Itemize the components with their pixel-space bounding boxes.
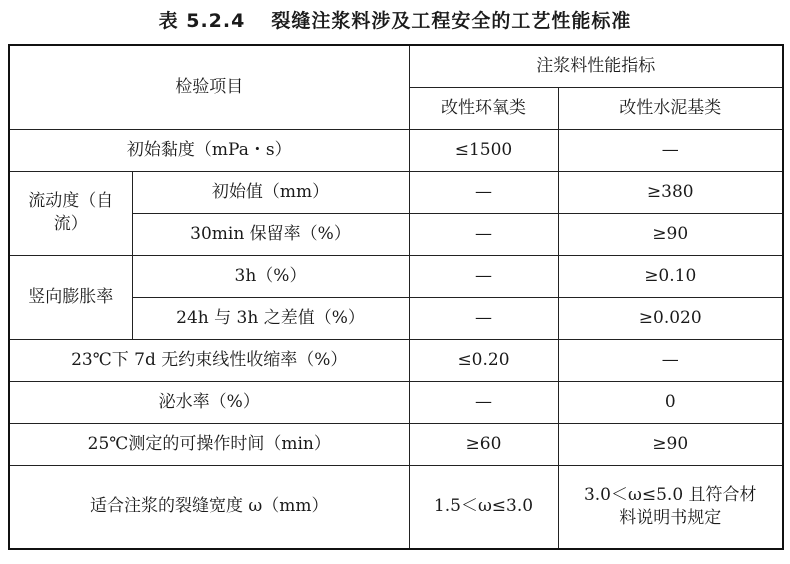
cell-bleeding-cement: 0 (558, 381, 783, 423)
header-test-item: 检验项目 (9, 45, 409, 129)
header-cement: 改性水泥基类 (558, 87, 783, 129)
cell-operable-time-epoxy: ≥60 (409, 423, 558, 465)
table-row (9, 423, 783, 465)
row-label-shrinkage: 23℃下 7d 无约束线性收缩率（%） (9, 339, 409, 381)
cell-expansion-24h-cement: ≥0.020 (558, 297, 783, 339)
row-label-operable-time: 25℃测定的可操作时间（min） (9, 423, 409, 465)
row-label-flow-initial: 初始值（mm） (132, 171, 409, 213)
cell-crack-width-cement: 3.0＜ω≤5.0 且符合材料说明书规定 (558, 465, 783, 549)
table-title (0, 6, 790, 33)
row-label-viscosity: 初始黏度（mPa・s） (9, 129, 409, 171)
performance-standard-table (8, 44, 784, 550)
header-indicator-group: 注浆料性能指标 (409, 45, 783, 87)
table-row (9, 171, 783, 213)
cell-flow-initial-epoxy: — (409, 171, 558, 213)
group-label-expansion: 竖向膨胀率 (9, 255, 132, 339)
row-label-expansion-24h: 24h 与 3h 之差值（%） (132, 297, 409, 339)
cell-expansion-24h-epoxy: — (409, 297, 558, 339)
cell-shrinkage-epoxy: ≤0.20 (409, 339, 558, 381)
table-row (9, 255, 783, 297)
cell-expansion-3h-epoxy: — (409, 255, 558, 297)
row-label-expansion-3h: 3h（%） (132, 255, 409, 297)
table-number: 表 5.2.4 (158, 10, 246, 32)
table-row (9, 129, 783, 171)
table-caption: 裂缝注浆料涉及工程安全的工艺性能标准 (271, 10, 632, 32)
group-label-flow: 流动度（自流） (9, 171, 132, 255)
cell-bleeding-epoxy: — (409, 381, 558, 423)
table-row (9, 339, 783, 381)
table-row (9, 381, 783, 423)
cell-flow-initial-cement: ≥380 (558, 171, 783, 213)
cell-viscosity-cement: — (558, 129, 783, 171)
cell-crack-width-epoxy: 1.5＜ω≤3.0 (409, 465, 558, 549)
cell-flow-retention-epoxy: — (409, 213, 558, 255)
cell-expansion-3h-cement: ≥0.10 (558, 255, 783, 297)
row-label-crack-width: 适合注浆的裂缝宽度 ω（mm） (9, 465, 409, 549)
cell-shrinkage-cement: — (558, 339, 783, 381)
table-row (9, 465, 783, 549)
header-epoxy: 改性环氧类 (409, 87, 558, 129)
row-label-flow-retention: 30min 保留率（%） (132, 213, 409, 255)
header-row-1 (9, 45, 783, 87)
row-label-bleeding: 泌水率（%） (9, 381, 409, 423)
cell-viscosity-epoxy: ≤1500 (409, 129, 558, 171)
cell-operable-time-cement: ≥90 (558, 423, 783, 465)
cell-flow-retention-cement: ≥90 (558, 213, 783, 255)
